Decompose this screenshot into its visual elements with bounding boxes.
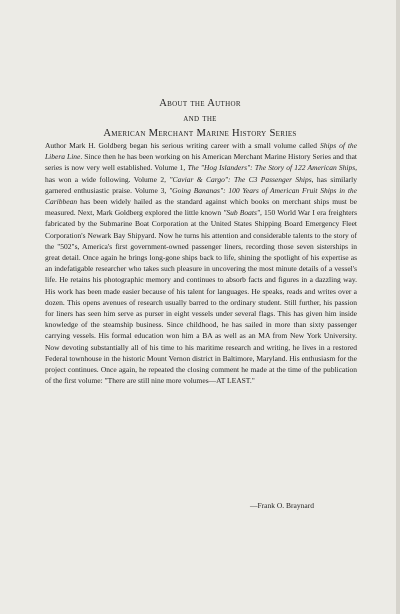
- book-title: "Caviar & Cargo": The C3 Passenger Ships: [169, 174, 312, 184]
- bio-text: , 150 World War I era freighters fabricated by the Submarine Boat Corporation at the United States Shipping Board Emergency Fleet Corporation's Newark Bay Shipyard. Now he turns his attention and considerable talents to the story of the "502"s, America's first government-owned passenger liners, recording those seven sisterships in great detail. Once again he brings long-gone ships back to life, shining the spotlight of his expertise as an indefatigable researcher who takes such pleasure in uncovering the most minute details of a vessel's life. He retains his photographic memory and continues to absorb facts and figures in a dazzling way. His work has been made easier because of his talent for languages. He speaks, reads and writes over a dozen. This opens avenues of research usually barred to the ordinary student. Still further, his passion for liners has seen him serve as purser in eight vessels under several flags. This has given him inside knowledge of the steamship business. Since childhood, he has sailed in more than sixty passenger carrying vessels. His formal education won him a BA as well as an MA from New York University. Now devoting substantially all of his time to his maritime research and writing, he lives in a restored Federal townhouse in the historic Mount Vernon district in Baltimore, Maryland. His enthusiasm for the project continues. Once again, he repeated the closing comment he made at the time of the publication of the first volume: "There are still nine more volumes—AT LEAST.": [45, 208, 357, 386]
- heading-line-1: About the Author: [159, 98, 241, 109]
- bio-text: has won a wide following. Volume 2,: [45, 174, 170, 184]
- heading-line-3: American Merchant Marine History Series: [103, 128, 297, 139]
- page-edge: [396, 0, 400, 614]
- author-biography: [45, 140, 357, 386]
- book-title: "Sub Boats": [223, 208, 261, 218]
- book-title: Ships of the Libera Line: [45, 141, 358, 162]
- bio-text: has been widely hailed as the standard against which books on merchant ships must be measured. Next, Mark Goldberg explored the little known: [45, 197, 357, 218]
- bio-text: , has similarly garnered enthusiastic praise. Volume 3,: [45, 174, 357, 195]
- bio-text: . Since then he has been working on his American Merchant Marine History Series and that series is now very well established. Volume 1,: [45, 152, 357, 173]
- book-title: "Going Bananas": 100 Years of American Fruit Ships in the Caribbean: [45, 185, 358, 207]
- bio-text: Author Mark H. Goldberg began his serious writing career with a small volume called: [45, 141, 320, 150]
- signature: —Frank O. Braynard: [250, 501, 314, 510]
- section-heading: [0, 96, 400, 141]
- book-title: The "Hog Islanders": The Story of 122 American Ships,: [187, 163, 357, 173]
- heading-line-2: and the: [183, 113, 217, 124]
